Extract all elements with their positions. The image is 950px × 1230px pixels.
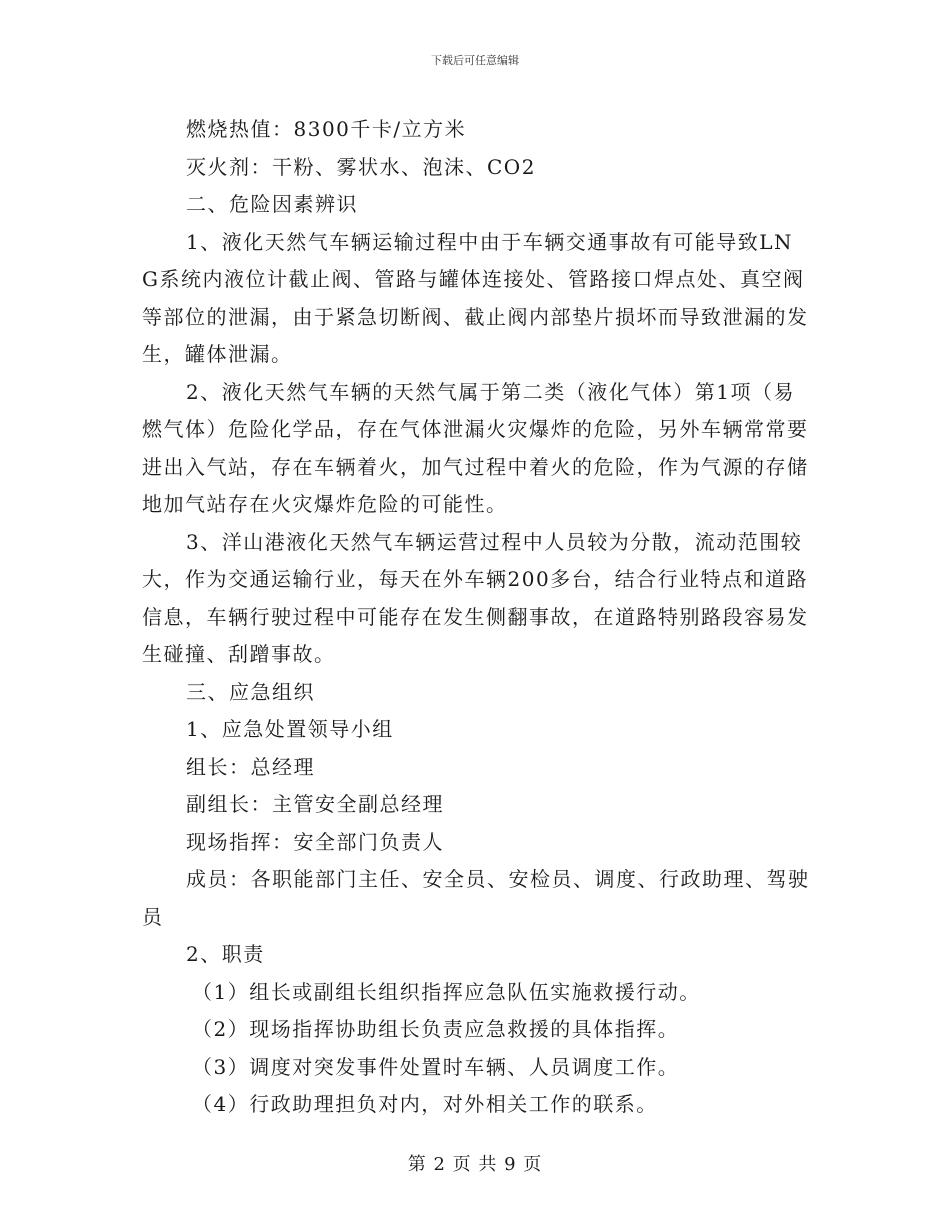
team-members: 成员：各职能部门主任、安全员、安检员、调度、行政助理、驾驶员 [142, 867, 810, 929]
document-body [142, 111, 810, 1124]
duty-item-4: （4）行政助理担负对内，对外相关工作的联系。 [192, 1092, 658, 1116]
combustion-heat-value: 燃烧热值：8300千卡/立方米 [186, 117, 467, 141]
subsection-heading-duties: 2、职责 [186, 942, 265, 966]
extinguishing-agents: 灭火剂：干粉、雾状水、泡沫、CO2 [186, 154, 536, 179]
duty-item-1: （1）组长或副组长组织指挥应急队伍实施救援行动。 [192, 979, 701, 1004]
page-header-note: 下载后可任意编辑 [431, 54, 519, 67]
site-commander: 现场指挥：安全部门负责人 [186, 829, 444, 854]
subsection-heading-leadership-group: 1、应急处置领导小组 [186, 717, 394, 741]
section-heading-emergency-organization: 三、应急组织 [186, 679, 315, 704]
page-number: 第 2 页 共 9 页 [407, 1154, 543, 1175]
hazard-item-2: 2、液化天然气车辆的天然气属于第二类（液化气体）第1项（易燃气体）危险化学品，存在气体泄漏火灾爆炸的危险，另外车辆常常要进出入气站，存在车辆着火，加气过程中着火的危险，作为气源的存储地加气站存在火灾爆炸危险的可能性。 [142, 379, 809, 516]
duty-item-2: （2）现场指挥协助组长负责应急救援的具体指挥。 [192, 1017, 680, 1041]
hazard-item-3: 3、洋山港液化天然气车辆运营过程中人员较为分散，流动范围较大，作为交通运输行业，每天在外车辆200多台，结合行业特点和道路信息，车辆行驶过程中可能存在发生侧翻事故，在道路特别路段容易发生碰撞、刮蹭事故。 [142, 529, 809, 666]
section-heading-hazard-identification: 二、危险因素辨识 [186, 192, 358, 216]
duty-item-3: （3）调度对突发事件处置时车辆、人员调度工作。 [192, 1054, 680, 1079]
team-leader: 组长：总经理 [186, 754, 315, 779]
deputy-team-leader: 副组长：主管安全副总经理 [186, 792, 444, 816]
hazard-item-1: 1、液化天然气车辆运输过程中由于车辆交通事故有可能导致LNG系统内液位计截止阀、管路与罐体连接处、管路接口焊点处、真空阀等部位的泄漏，由于紧急切断阀、截止阀内部垫片损坏而导致泄漏的发生，罐体泄漏。 [142, 229, 809, 366]
